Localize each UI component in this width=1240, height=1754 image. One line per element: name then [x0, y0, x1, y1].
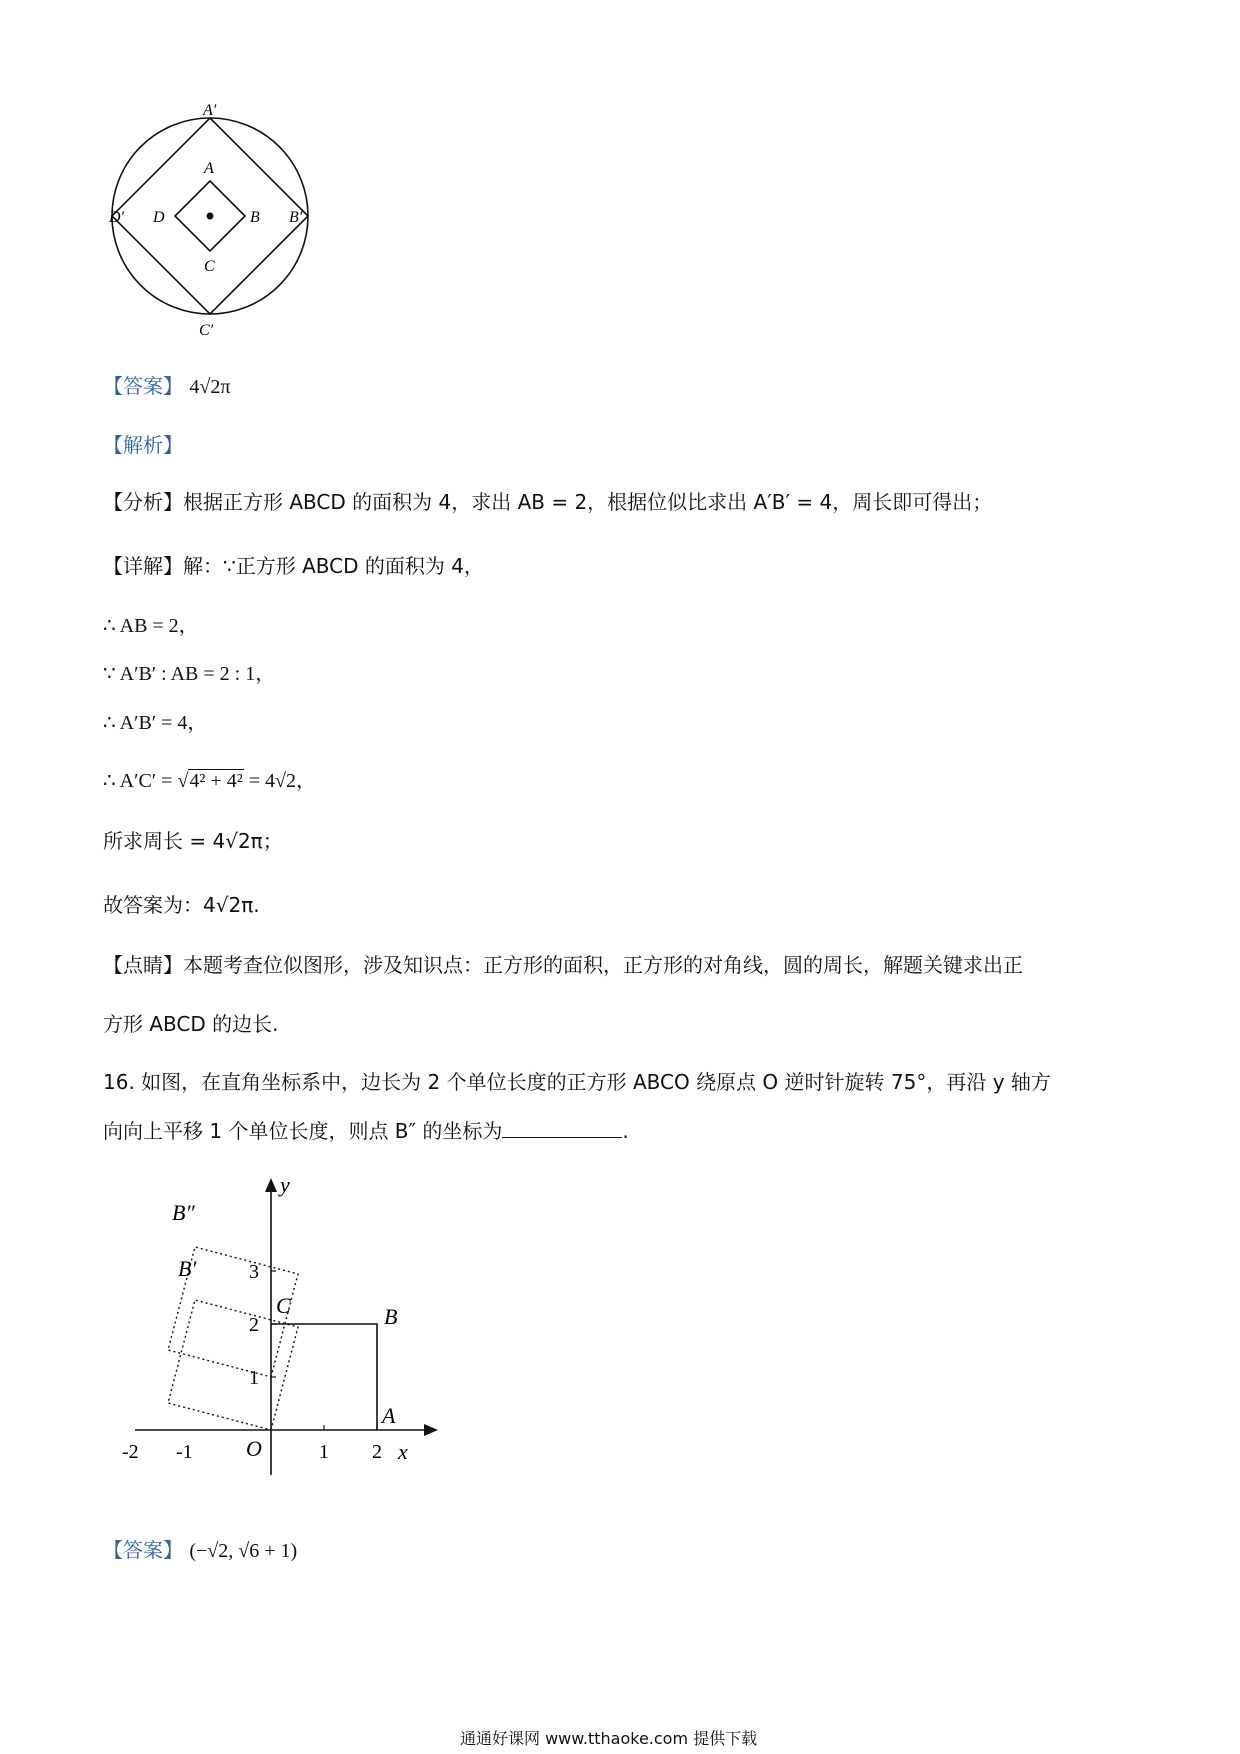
- label-c: C: [204, 258, 215, 275]
- answer-tag: 【答案】: [103, 374, 183, 398]
- label-c-2: C: [276, 1293, 291, 1318]
- y-axis-label: y: [280, 1172, 290, 1197]
- y-tick-1: 1: [249, 1367, 259, 1389]
- label-b-2: B: [384, 1304, 398, 1329]
- detail-line0: 解：∵正方形 ABCD 的面积为 4，: [183, 554, 484, 578]
- step-3: ∴ A′B′ = 4，: [103, 712, 208, 734]
- label-b: B: [250, 209, 260, 226]
- q16-line1: 16. 如图，在直角坐标系中，边长为 2 个单位长度的正方形 ABCO 绕原点 O 逆时针旋转 75°，再沿 y 轴方: [103, 1070, 1051, 1094]
- footer: 通通好课网 www.tthaoke.com 提供下载: [460, 1729, 758, 1748]
- label-a: A: [204, 160, 214, 177]
- step-4: ∴ A′C′ = √4² + 4² = 4√2，: [103, 770, 316, 792]
- final-answer: 故答案为：4√2π.: [103, 893, 260, 917]
- step-1: ∴ AB = 2，: [103, 615, 199, 637]
- figure-circle-squares: [100, 95, 340, 345]
- comment-tag: 【点睛】: [103, 953, 183, 977]
- label-b-prime: B′: [289, 209, 303, 226]
- detail-tag: 【详解】: [103, 554, 183, 578]
- q15-analysis-tag: 【解析】: [103, 433, 183, 457]
- q16-answer: [103, 1536, 297, 1565]
- comment-line1: 本题考查位似图形，涉及知识点：正方形的面积，正方形的对角线，圆的周长，解题关键求出正: [183, 953, 1023, 977]
- label-d-prime: D′: [109, 209, 125, 226]
- label-b-prime-2: B′: [178, 1256, 197, 1281]
- y-tick-3: 3: [249, 1261, 259, 1283]
- x-tick-neg1: -1: [176, 1441, 193, 1463]
- label-b-double-prime: B″: [172, 1200, 195, 1225]
- answer-value-2: (−√2, √6 + 1): [189, 1540, 298, 1562]
- figure-rotation-coordinates: [110, 1170, 450, 1480]
- x-tick-neg2: -2: [122, 1441, 139, 1463]
- step-2: ∵ A′B′ : AB = 2 : 1，: [103, 663, 276, 685]
- comment-line2: 方形 ABCD 的边长.: [103, 1012, 279, 1036]
- fenxi-tag: 【分析】: [103, 490, 183, 514]
- label-a-2: A: [382, 1403, 396, 1428]
- x-tick-1: 1: [319, 1441, 329, 1463]
- x-tick-2: 2: [372, 1441, 382, 1463]
- q15-detail: [103, 552, 484, 580]
- q15-fenxi: [103, 488, 992, 516]
- answer-value: 4√2π: [189, 376, 231, 398]
- q16-line2: 向向上平移 1 个单位长度，则点 B″ 的坐标为 .: [103, 1119, 629, 1143]
- y-tick-2: 2: [249, 1314, 259, 1336]
- label-a-prime: A′: [203, 102, 217, 119]
- perimeter: 所求周长 = 4√2π；: [103, 829, 283, 853]
- step-4-pre: ∴ A′C′ =: [103, 770, 178, 792]
- step-4-post: = 4√2，: [243, 770, 316, 792]
- label-o: O: [246, 1436, 262, 1461]
- label-d: D: [153, 209, 165, 226]
- answer-blank: [502, 1117, 622, 1138]
- x-axis-label: x: [398, 1439, 408, 1464]
- answer-tag-2: 【答案】: [103, 1538, 183, 1562]
- q15-answer: [103, 372, 230, 401]
- q15-comment: [103, 951, 1023, 979]
- step-4-root: 4² + 4²: [189, 770, 243, 792]
- fenxi-text: 根据正方形 ABCD 的面积为 4，求出 AB = 2，根据位似比求出 A′B′ = 4，周长即可得出；: [183, 490, 993, 514]
- label-c-prime: C′: [199, 322, 214, 339]
